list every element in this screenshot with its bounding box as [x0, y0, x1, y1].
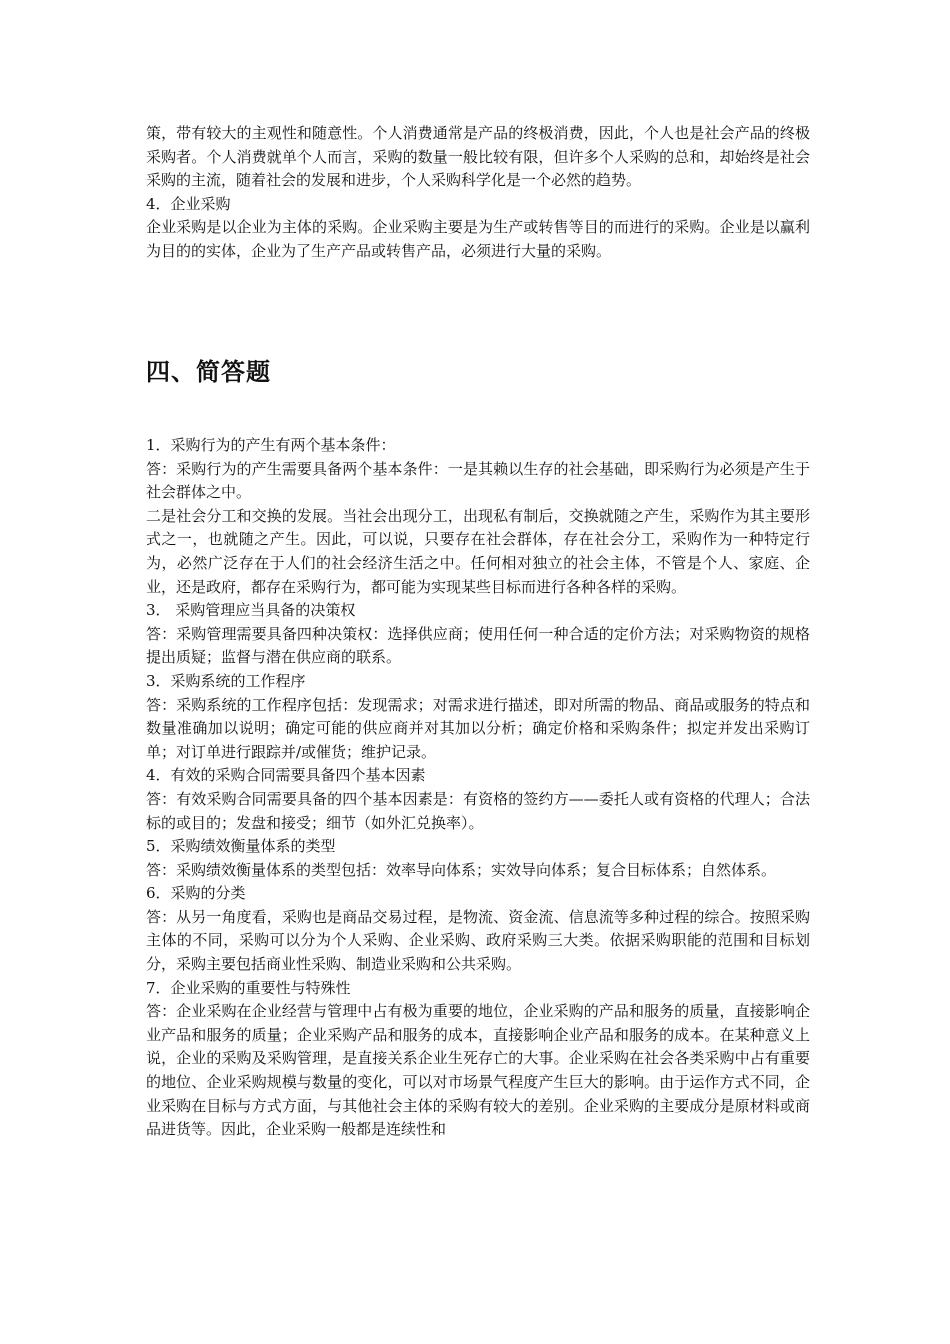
question-1: 1．采购行为的产生有两个基本条件： [146, 436, 396, 454]
answer-decision-rights: 答：采购管理需要具备四种决策权：选择供应商；使用任何一种合适的定价方法；对采购物资的规格提出质疑；监督与潜在供应商的联系。 [146, 624, 810, 667]
question-procedure: 3．采购系统的工作程序 [146, 671, 306, 690]
answer-importance: 答：企业采购在企业经营与管理中占有极为重要的地位，企业采购的产品和服务的质量，直接影响企业产品和服务的质量；企业采购产品和服务的成本，直接影响企业产品和服务的成本。在某种意义上说，企业的采购及采购管理，是直接关系企业生死存亡的大事。企业采购在社会各类采购中占有重要的地位、企业采购规模与数量的变化，可以对市场景气程度产生巨大的影响。由于运作方式不同，企业采购在目标与方式方面，与其他社会主体的采购有较大的差别。企业采购的主要成分是原材料或商品进货等。因此，企业采购一般都是连续性和 [146, 1002, 810, 1139]
question-decision-rights: 3． 采购管理应当具备的决策权 [146, 601, 356, 620]
question-classification: 6．采购的分类 [146, 884, 246, 903]
question-contract: 4．有效的采购合同需要具备四个基本因素 [146, 766, 426, 785]
subheading-enterprise-purchase: 4．企业采购 [146, 194, 231, 213]
answer-classification: 答：从另一角度看，采购也是商品交易过程，是物流、资金流、信息流等多种过程的综合。按照采购主体的不同，采购可以分为个人采购、企业采购、政府采购三大类。依据采购职能的范围和目标划分，采购主要包括商业性采购、制造业采购和公共采购。 [146, 907, 810, 974]
answer-performance: 答：采购绩效衡量体系的类型包括：效率导向体系；实效导向体系；复合目标体系；自然体系。 [146, 860, 777, 879]
answer-1b: 二是社会分工和交换的发展。当社会出现分工，出现私有制后，交换就随之产生，采购作为其主要形式之一，也就随之产生。因此，可以说，只要存在社会群体，存在社会分工，采购作为一种特定行为，必然广泛存在于人们的社会经济生活之中。任何相对独立的社会主体，不管是个人、家庭、企业，还是政府，都存在采购行为，都可能为实现某些目标而进行各种各样的采购。 [146, 506, 810, 596]
question-importance: 7．企业采购的重要性与特殊性 [146, 978, 351, 997]
question-performance: 5．采购绩效衡量体系的类型 [146, 837, 336, 856]
section-heading: 四、简答题 [146, 358, 271, 386]
answer-procedure: 答：采购系统的工作程序包括：发现需求；对需求进行描述，即对所需的物品、商品或服务的特点和数量准确加以说明；确定可能的供应商并对其加以分析；确定价格和采购条件；拟定并发出采购订单；对订单进行跟踪并/或催货；维护记录。 [146, 695, 810, 761]
intro-section [146, 122, 810, 264]
answer-contract: 答：有效采购合同需要具备的四个基本因素是：有资格的签约方——委托人或有资格的代理人；合法标的或目的；发盘和接受；细节（如外汇兑换率）。 [146, 789, 810, 832]
qa-section [146, 434, 810, 1142]
paragraph-enterprise-purchase: 企业采购是以企业为主体的采购。企业采购主要是为生产或转售等目的而进行的采购。企业是以赢利为目的的实体，企业为了生产产品或转售产品，必须进行大量的采购。 [146, 218, 810, 260]
answer-1a: 答：采购行为的产生需要具备两个基本条件：一是其赖以生存的社会基础，即采购行为必须是产生于社会群体之中。 [146, 459, 810, 502]
paragraph-personal-purchase: 策，带有较大的主观性和随意性。个人消费通常是产品的终极消费，因此，个人也是社会产品的终极采购者。个人消费就单个人而言，采购的数量一般比较有限，但许多个人采购的总和，却始终是社会采购的主流，随着社会的发展和进步，个人采购科学化是一个必然的趋势。 [146, 124, 810, 190]
